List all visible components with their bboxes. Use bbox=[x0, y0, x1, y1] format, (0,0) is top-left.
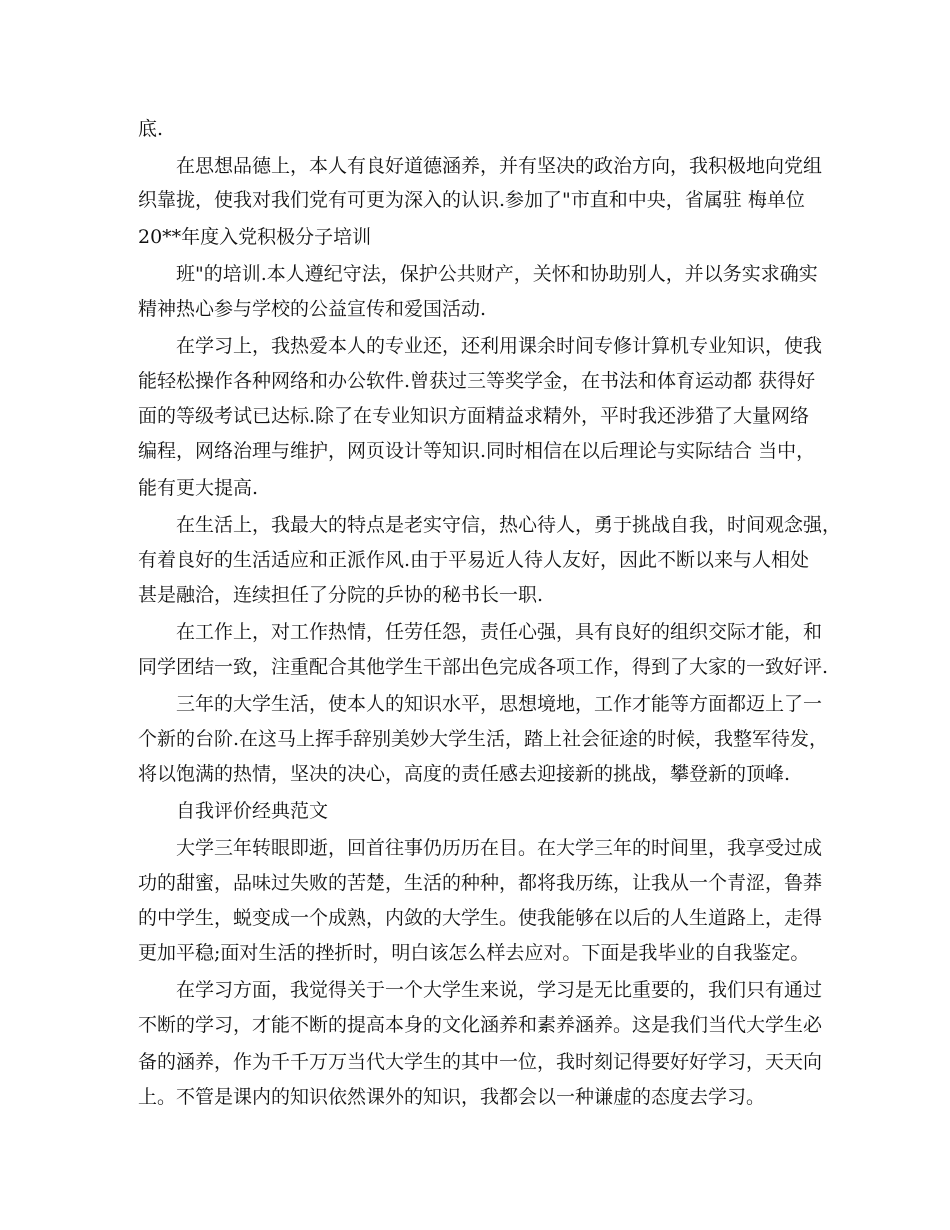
text-line: 上。不管是课内的知识依然课外的知识，我都会以一种谦虚的态度去学习。 bbox=[138, 1086, 766, 1108]
text-line: 班"的培训.本人遵纪守法，保护公共财产，关怀和协助别人，并以务实求确实 bbox=[176, 263, 818, 285]
text-line: 在思想品德上，本人有良好道德涵养，并有坚决的政治方向，我积极地向党组 bbox=[176, 155, 823, 177]
section-heading: 自我评价经典范文 bbox=[176, 800, 329, 822]
text-line: 三年的大学生活，使本人的知识水平，思想境地，工作才能等方面都迈上了一 bbox=[176, 693, 823, 715]
text-line: 编程，网络治理与维护，网页设计等知识.同时相信在以后理论与实际结合 当中， bbox=[138, 440, 816, 462]
text-line: 大学三年转眼即逝，回首往事仍历历在目。在大学三年的时间里，我享受过成 bbox=[176, 837, 823, 859]
text-line: 织靠拢，使我对我们党有可更为深入的认识.参加了"市直和中央，省属驻 梅单位 bbox=[138, 189, 805, 211]
text-line: 将以饱满的热情，坚决的决心，高度的责任感去迎接新的挑战，攀登新的顶峰. bbox=[138, 763, 791, 785]
text-line: 更加平稳;面对生活的挫折时，明白该怎么样去应对。下面是我毕业的自我鉴定。 bbox=[138, 942, 810, 964]
text-line: 的中学生，蜕变成一个成熟，内敛的大学生。使我能够在以后的人生道路上，走得 bbox=[138, 907, 823, 929]
text-line: 面的等级考试已达标.除了在专业知识方面精益求精外，平时我还涉猎了大量网络 bbox=[138, 405, 810, 427]
text-line: 在生活上，我最大的特点是老实守信，热心待人，勇于挑战自我，时间观念强， bbox=[176, 514, 842, 536]
text-line: 有着良好的生活适应和正派作风.由于平易近人待人友好，因此不断以来与人相处 bbox=[138, 549, 810, 571]
text-line: 不断的学习，才能不断的提高本身的文化涵养和素养涵养。这是我们当代大学生必 bbox=[138, 1014, 823, 1036]
text-line: 甚是融洽，连续担任了分院的乒协的秘书长一职. bbox=[138, 584, 544, 606]
text-line: 功的甜蜜，品味过失败的苦楚，生活的种种，都将我历练，让我从一个青涩，鲁莽 bbox=[138, 872, 823, 894]
text-line: 20**年度入党积极分子培训 bbox=[138, 226, 372, 248]
text-line: 底. bbox=[138, 118, 164, 140]
text-line: 个新的台阶.在这马上挥手辞别美妙大学生活，踏上社会征途的时候，我整军待发， bbox=[138, 728, 829, 750]
text-line: 备的涵养，作为千千万万当代大学生的其中一位，我时刻记得要好好学习，天天向 bbox=[138, 1051, 823, 1073]
text-line: 精神热心参与学校的公益宣传和爱国活动. bbox=[138, 298, 487, 320]
text-line: 在学习上，我热爱本人的专业还，还利用课余时间专修计算机专业知识，使我 bbox=[176, 335, 823, 357]
text-line: 在工作上，对工作热情，任劳任怨，责任心强，具有良好的组织交际才能，和 bbox=[176, 621, 823, 643]
text-line: 能轻松操作各种网络和办公软件.曾获过三等奖学金，在书法和体育运动都 获得好 bbox=[138, 370, 816, 392]
text-line: 能有更大提高. bbox=[138, 477, 259, 499]
text-line: 同学团结一致，注重配合其他学生干部出色完成各项工作，得到了大家的一致好评. bbox=[138, 656, 829, 678]
text-line: 在学习方面，我觉得关于一个大学生来说，学习是无比重要的，我们只有通过 bbox=[176, 979, 823, 1001]
